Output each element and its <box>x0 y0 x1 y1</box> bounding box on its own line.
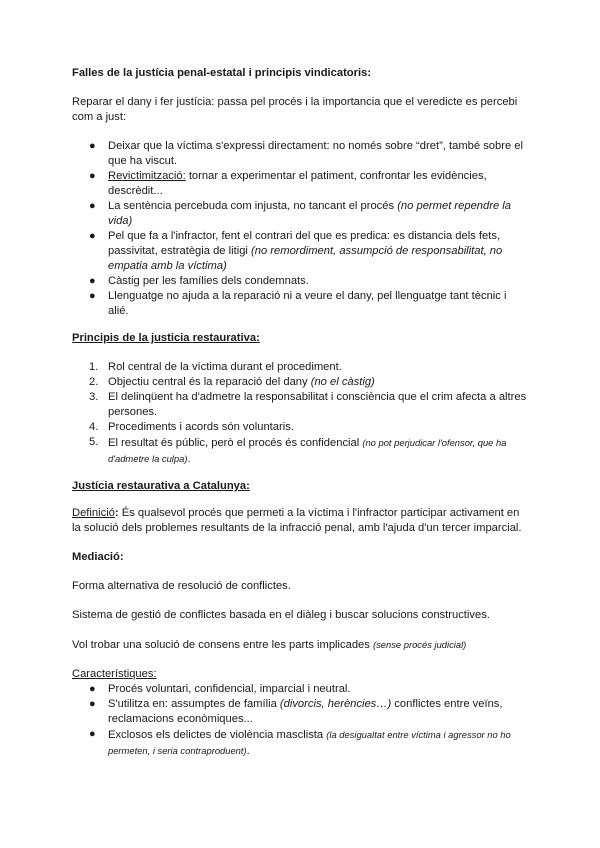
list-item: 4. Procediments i acords són voluntaris. <box>89 421 294 433</box>
bullet-icon: ● <box>89 683 96 695</box>
document-page <box>72 66 530 759</box>
list-item: ● Procés voluntari, confidencial, imparcial i neutral. <box>89 683 351 695</box>
list-item: 5. El resultat és públic, però el procés és confidencial (no pot perjudicar l'ofensor, que ha d'admetre la culpa). <box>89 436 507 465</box>
list-item: 1. Rol central de la víctima durant el procediment. <box>89 361 342 373</box>
bullet-icon: ● <box>89 230 96 242</box>
bullet-icon: ● <box>89 140 96 152</box>
bullet-icon: ● <box>89 170 96 182</box>
falles-list <box>72 139 530 319</box>
list-item: ● Exclosos els delictes de violència masclista (la desigualtat entre víctima i agressor no ho permeten, i seria contraproduent). <box>89 728 511 757</box>
list-item: ● Deixar que la víctima s'expressi directament: no només sobre “dret”, també sobre el que ha viscut. <box>89 140 524 167</box>
caracteristiques-label: Característiques: <box>72 668 157 680</box>
list-item: ● Càstig per les famílies dels condemnats. <box>89 275 309 287</box>
mediacio-paragraph-3: Vol trobar una solució de consens entre les parts implicades (sense procés judicial) <box>72 639 467 651</box>
list-item: ● Llenguatge no ajuda a la reparació ni a veure el dany, pel llenguatge tant tècnic i alié. <box>89 290 507 317</box>
mediacio-paragraph-1: Forma alternativa de resolució de conflictes. <box>72 580 291 592</box>
revictimitzacio-term: Revictimització: <box>108 170 186 182</box>
section-title-falles: Falles de la justícia penal-estatal i principis vindicatoris: <box>72 67 372 79</box>
bullet-icon: ● <box>89 698 96 710</box>
intro-paragraph: Reparar el dany i fer justícia: passa pel procés i la importancia que el veredicte es percebi com a just: <box>72 96 518 123</box>
list-item: ● La sentència percebuda com injusta, no tancant el procés (no permet rependre la vida) <box>89 200 512 227</box>
section-title-principis: Principis de la justicia restaurativa: <box>72 332 260 344</box>
bullet-icon: ● <box>89 290 96 302</box>
bullet-icon: ● <box>89 200 96 212</box>
section-title-catalunya: Justícia restaurativa a Catalunya: <box>72 480 250 492</box>
list-item: ● Revictimització: tornar a experimentar el patiment, confrontar les evidències, descrèdit... <box>89 170 487 197</box>
caracteristiques-list <box>72 682 530 759</box>
definition-paragraph: Definició: És qualsevol procés que permeti a la víctima i l'infractor participar activament en la solució dels problemes resultants de la infracció penal, amb l'ajuda d'un tercer imparcial. <box>72 507 522 534</box>
principis-list <box>72 360 530 467</box>
list-item: 2. Objectiu central és la reparació del dany (no el càstig) <box>89 376 375 388</box>
definition-label: Definició <box>72 507 115 519</box>
list-item: ● Pel que fa a l'infractor, fent el contrari del que es predica: es distancia dels fets, passivitat, estratègia de litigi (no remordiment, assumpció de responsabilitat, no empatia amb la víctima) <box>89 230 503 272</box>
list-item: ● S'utilitza en: assumptes de família (divorcis, herències…) conflictes entre veïns, reclamacions econòmiques... <box>89 698 503 725</box>
list-item: 3. El delinqüent ha d'admetre la responsabilitat i consciència que el crim afecta a altres persones. <box>89 391 527 418</box>
mediacio-paragraph-2: Sistema de gestió de conflictes basada en el diàleg i buscar solucions constructives. <box>72 609 490 621</box>
bullet-icon: ● <box>89 275 96 287</box>
section-title-mediacio: Mediació: <box>72 551 124 563</box>
bullet-icon: ● <box>89 728 96 740</box>
